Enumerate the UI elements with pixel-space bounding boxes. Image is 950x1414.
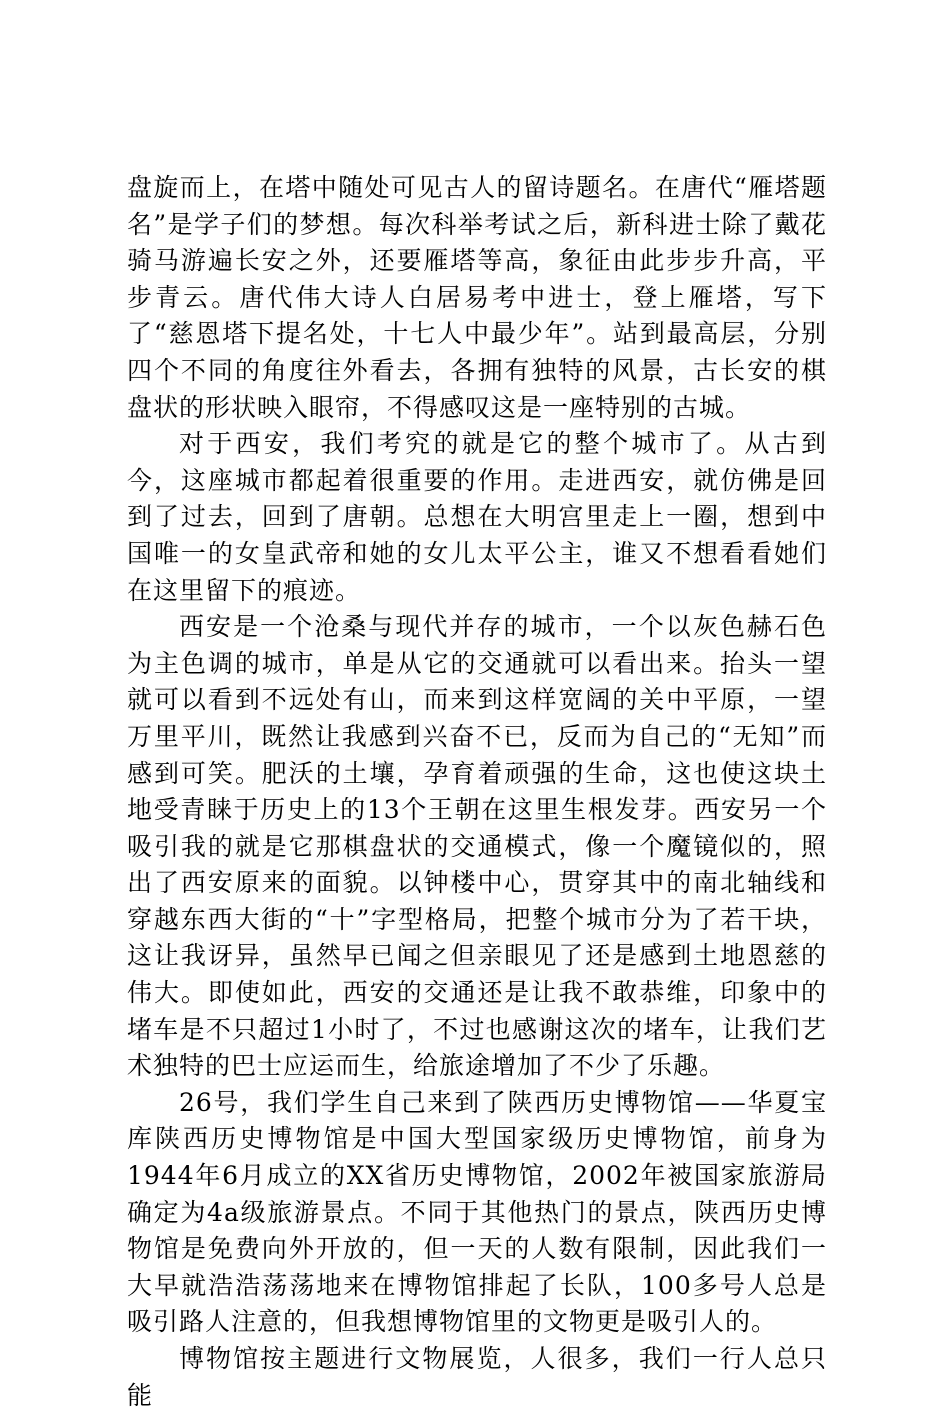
paragraph-3: 西安是一个沧桑与现代并存的城市，一个以灰色赫石色为主色调的城市，单是从它的交通就可以看出来。抬头一望就可以看到不远处有山，而来到这样宽阔的关中平原，一望万里平川，既然让我感到兴奋不已，反而为自己的“无知”而感到可笑。肥沃的土壤，孕育着顽强的生命，这也使这块土地受青睐于历史上的13个王朝在这里生根发芽。西安另一个吸引我的就是它那棋盘状的交通模式，像一个魔镜似的，照出了西安原来的面貌。以钟楼中心，贯穿其中的南北轴线和穿越东西大街的“十”字型格局，把整个城市分为了若干块，这让我讶异，虽然早已闻之但亲眼见了还是感到土地恩慈的伟大。即使如此，西安的交通还是让我不敢恭维，印象中的堵车是不只超过1小时了，不过也感谢这次的堵车，让我们艺术独特的巴士应运而生，给旅途增加了不少了乐趣。 [127,612,827,1081]
paragraph-5: 博物馆按主题进行文物展览，人很多，我们一行人总只能 [127,1344,827,1410]
body-text [127,170,827,1414]
paragraph-4: 26号，我们学生自己来到了陕西历史博物馆——华夏宝库陕西历史博物馆是中国大型国家级历史博物馆，前身为1944年6月成立的XX省历史博物馆，2002年被国家旅游局确定为4a级旅游景点。不同于其他热门的景点，陕西历史博物馆是免费向外开放的，但一天的人数有限制，因此我们一大早就浩浩荡荡地来在博物馆排起了长队，100多号人总是吸引路人注意的，但我想博物馆里的文物更是吸引人的。 [127,1087,827,1337]
paragraph-2: 对于西安，我们考究的就是它的整个城市了。从古到今，这座城市都起着很重要的作用。走进西安，就仿佛是回到了过去，回到了唐朝。总想在大明宫里走上一圈，想到中国唯一的女皇武帝和她的女儿太平公主，谁又不想看看她们在这里留下的痕迹。 [127,429,827,605]
paragraph-1: 盘旋而上，在塔中随处可见古人的留诗题名。在唐代“雁塔题名”是学子们的梦想。每次科举考试之后，新科进士除了戴花骑马游遍长安之外，还要雁塔等高，象征由此步步升高，平步青云。唐代伟大诗人白居易考中进士，登上雁塔，写下了“慈恩塔下提名处，十七人中最少年”。站到最高层，分别四个不同的角度往外看去，各拥有独特的风景，古长安的棋盘状的形状映入眼帘，不得感叹这是一座特别的古城。 [127,173,827,422]
